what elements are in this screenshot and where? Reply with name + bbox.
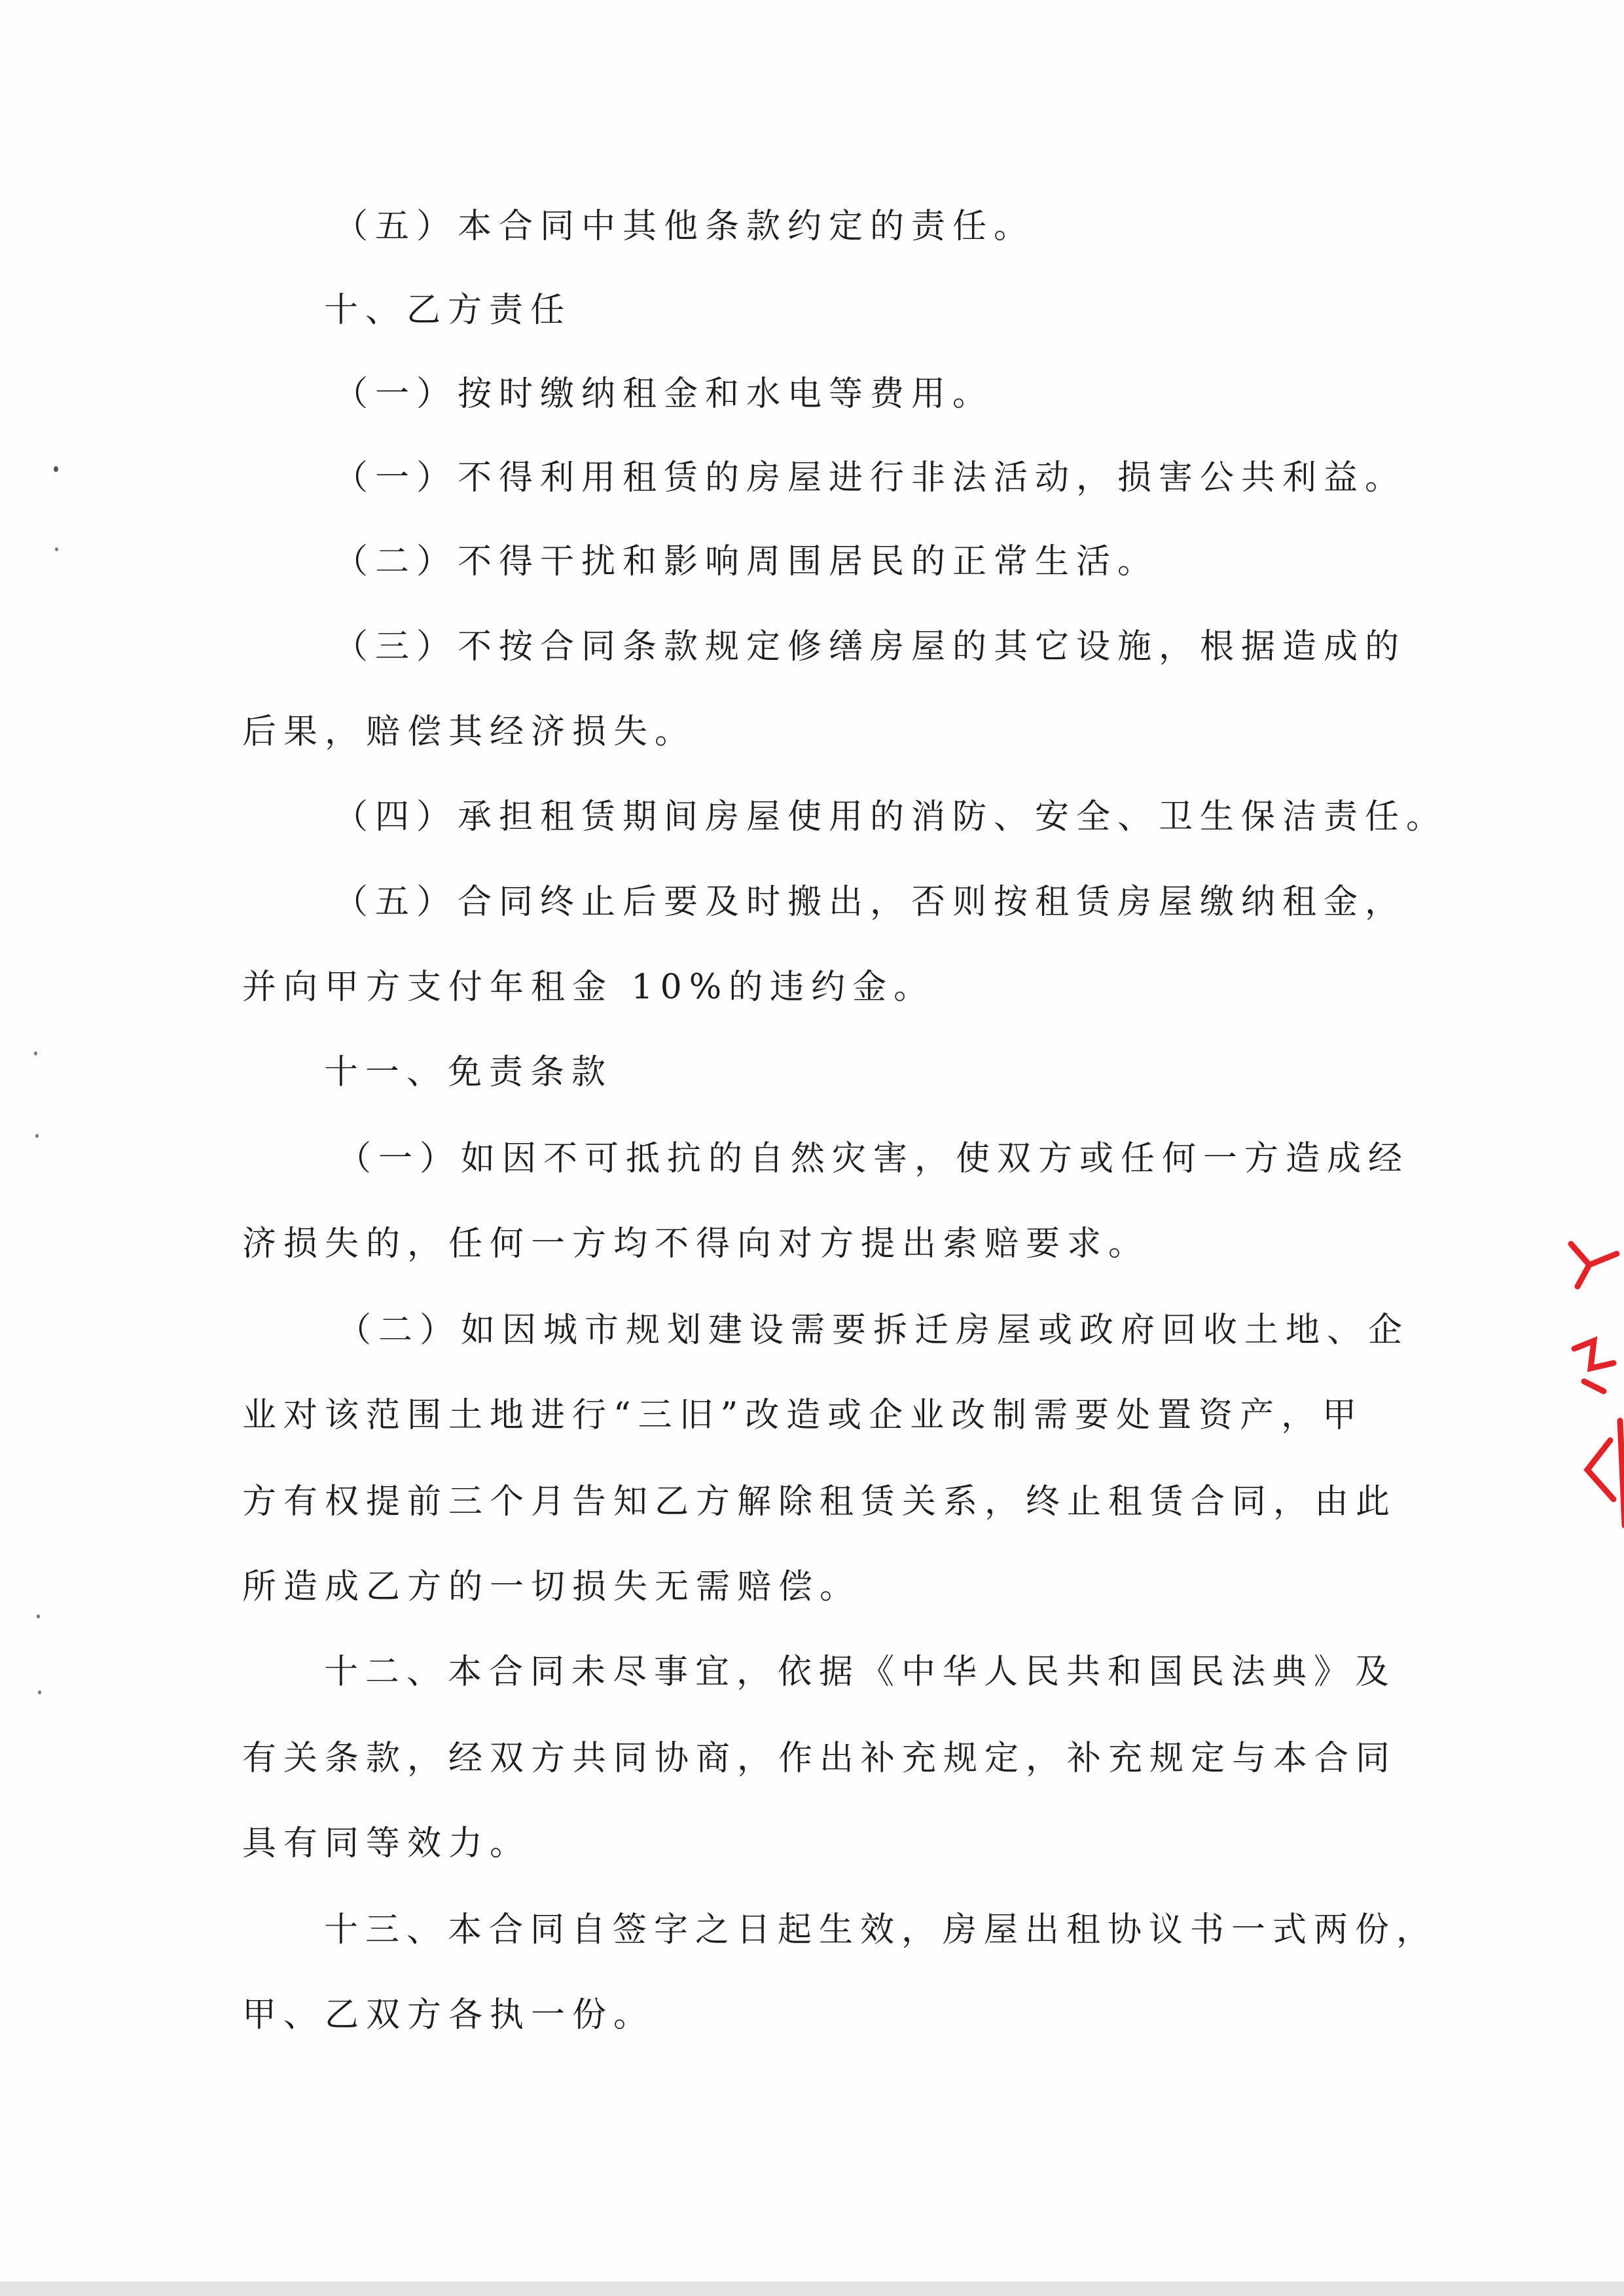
scan-speck (38, 1690, 41, 1694)
scan-speck (37, 1614, 40, 1618)
paragraph-continuation: 后果，赔偿其经济损失。 (242, 712, 696, 752)
scan-speck (34, 1051, 37, 1055)
paragraph: （二）不得干扰和影响周围居民的正常生活。 (334, 542, 1159, 581)
paragraph: （一）按时缴纳租金和水电等费用。 (334, 374, 994, 414)
paragraph: （二）如因城市规划建设需要拆迁房屋或政府回收土地、企 (337, 1311, 1410, 1350)
paragraph-continuation: 济损失的，任何一方均不得向对方提出索赔要求。 (242, 1224, 1150, 1264)
paragraph-continuation: 方有权提前三个月告知乙方解除租赁关系，终止租赁合同，由此 (242, 1482, 1398, 1522)
section-heading: 十、乙方责任 (324, 291, 572, 330)
paragraph-continuation: 业对该范围土地进行“三旧”改造或企业改制需要处置资产，甲 (242, 1396, 1364, 1435)
paragraph: （一）如因不可抵抗的自然灾害，使双方或任何一方造成经 (337, 1139, 1410, 1178)
paragraph: （五）本合同中其他条款约定的责任。 (334, 207, 1036, 246)
paragraph-continuation: 具有同等效力。 (242, 1824, 532, 1863)
paragraph-continuation: 并向甲方支付年租金 10%的违约金。 (242, 968, 935, 1007)
paragraph: （一）不得利用租赁的房屋进行非法活动，损害公共利益。 (334, 458, 1407, 498)
section-heading: 十三、本合同自签字之日起生效，房屋出租协议书一式两份， (324, 1910, 1438, 1950)
scan-speck (55, 547, 58, 551)
paragraph-continuation: 甲、乙双方各执一份。 (242, 1995, 655, 2035)
paragraph: （四）承担租赁期间房屋使用的消防、安全、卫生保洁责任。 (334, 797, 1448, 837)
paragraph-continuation: 所造成乙方的一切损失无需赔偿。 (242, 1567, 861, 1607)
paragraph-continuation: 有关条款，经双方共同协商，作出补充规定，补充规定与本合同 (242, 1739, 1398, 1778)
red-seal-icon (1558, 1224, 1624, 1532)
scan-border (0, 2282, 1624, 2296)
section-heading: 十二、本合同未尽事宜，依据《中华人民共和国民法典》及 (324, 1652, 1397, 1692)
paragraph: （三）不按合同条款规定修缮房屋的其它设施，根据造成的 (334, 627, 1407, 666)
section-heading: 十一、免责条款 (324, 1053, 613, 1092)
scan-speck (54, 466, 58, 472)
scan-speck (35, 1134, 39, 1138)
paragraph: （五）合同终止后要及时搬出，否则按租赁房屋缴纳租金， (334, 883, 1407, 922)
